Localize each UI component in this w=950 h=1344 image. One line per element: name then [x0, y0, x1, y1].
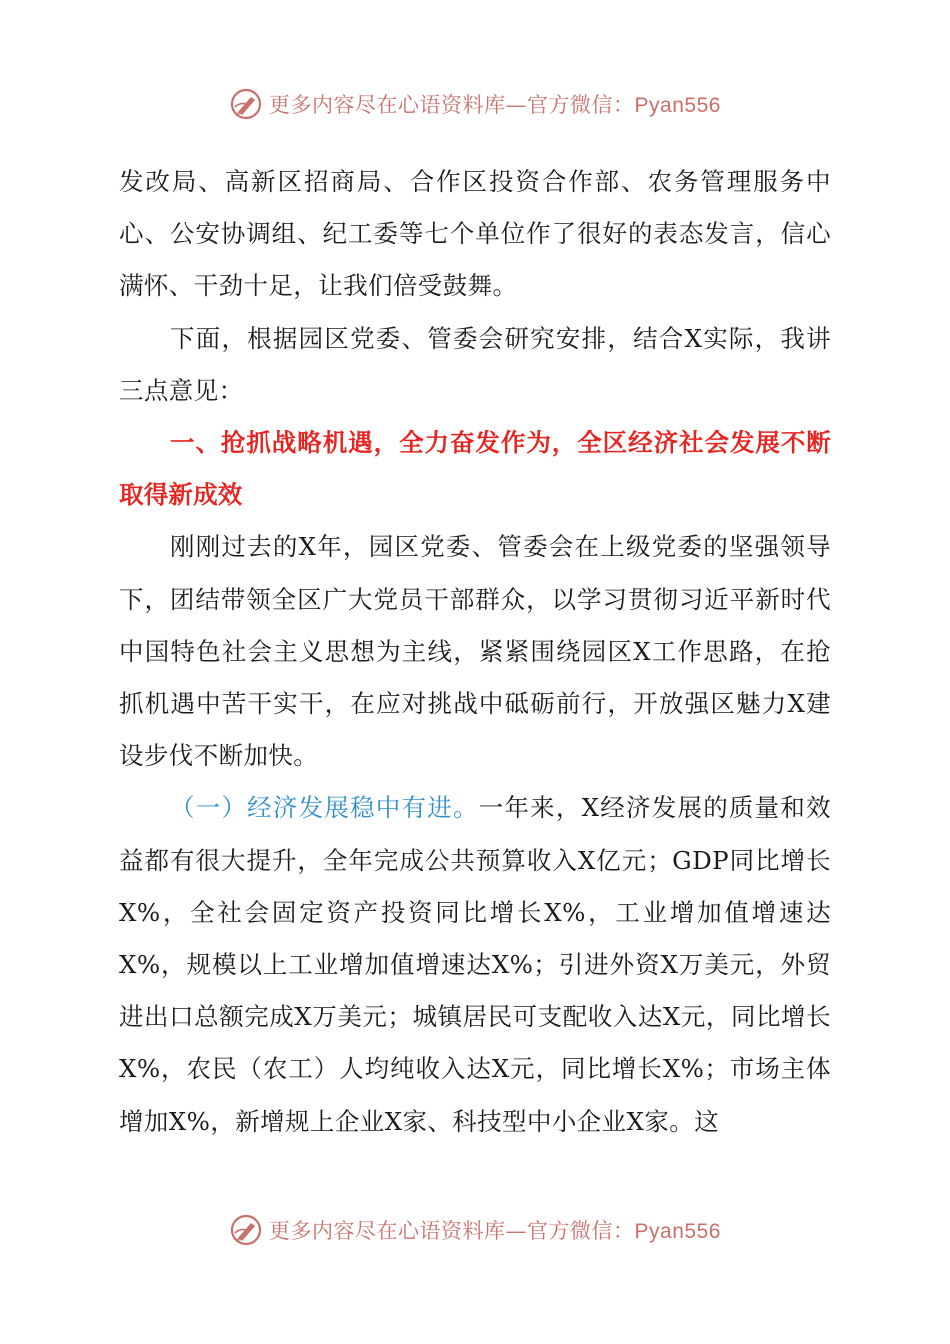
paragraph-3: 刚刚过去的X年，园区党委、管委会在上级党委的坚强领导下，团结带领全区广大党员干部群众，以学习贯彻习近平新时代中国特色社会主义思想为主线，紧紧围绕园区X工作思路，在抢抓机遇中苦干实干，在应对挑战中砥砺前行，开放强区魅力X建设步伐不断加快。 — [119, 532, 831, 771]
paragraph-1: 发改局、高新区招商局、合作区投资合作部、农务管理服务中心、公安协调组、纪工委等七个单位作了很好的表态发言，信心满怀、干劲十足，让我们倍受鼓舞。 — [119, 167, 831, 301]
document-body — [119, 156, 831, 1148]
pen-logo-icon — [229, 87, 263, 121]
pen-logo-icon — [229, 1213, 263, 1247]
paragraph-2: 下面，根据园区党委、管委会研究安排，结合X实际，我讲三点意见： — [119, 323, 831, 405]
footer-banner-text — [269, 1215, 721, 1245]
footer-banner-label: 更多内容尽在心语资料库—官方微信： — [269, 1219, 635, 1243]
footer-banner-handle: Pyan556 — [634, 1220, 721, 1243]
header-watermark-banner — [0, 82, 950, 126]
paragraph-4 — [119, 782, 831, 1147]
section-heading-1: 一、抢抓战略机遇，全力奋发作为，全区经济社会发展不断取得新成效 — [119, 428, 831, 510]
footer-watermark-banner — [0, 1208, 950, 1252]
header-banner-label: 更多内容尽在心语资料库—官方微信： — [269, 93, 635, 117]
paragraph-4-body: 一年来，X经济发展的质量和效益都有很大提升，全年完成公共预算收入X亿元；GDP同比增长X%，全社会固定资产投资同比增长X%，工业增加值增速达X%，规模以上工业增加值增速达X%；引进外资X万美元，外贸进出口总额完成X万美元；城镇居民可支配收入达X元，同比增长X%，农民（农工）人均纯收入达X元，同比增长X%；市场主体增加X%，新增规上企业X家、科技型中小企业X家。这 — [119, 793, 831, 1136]
header-banner-text — [269, 89, 721, 119]
header-banner-handle: Pyan556 — [634, 94, 721, 117]
subsection-heading-1: （一）经济发展稳中有进。 — [170, 793, 479, 823]
